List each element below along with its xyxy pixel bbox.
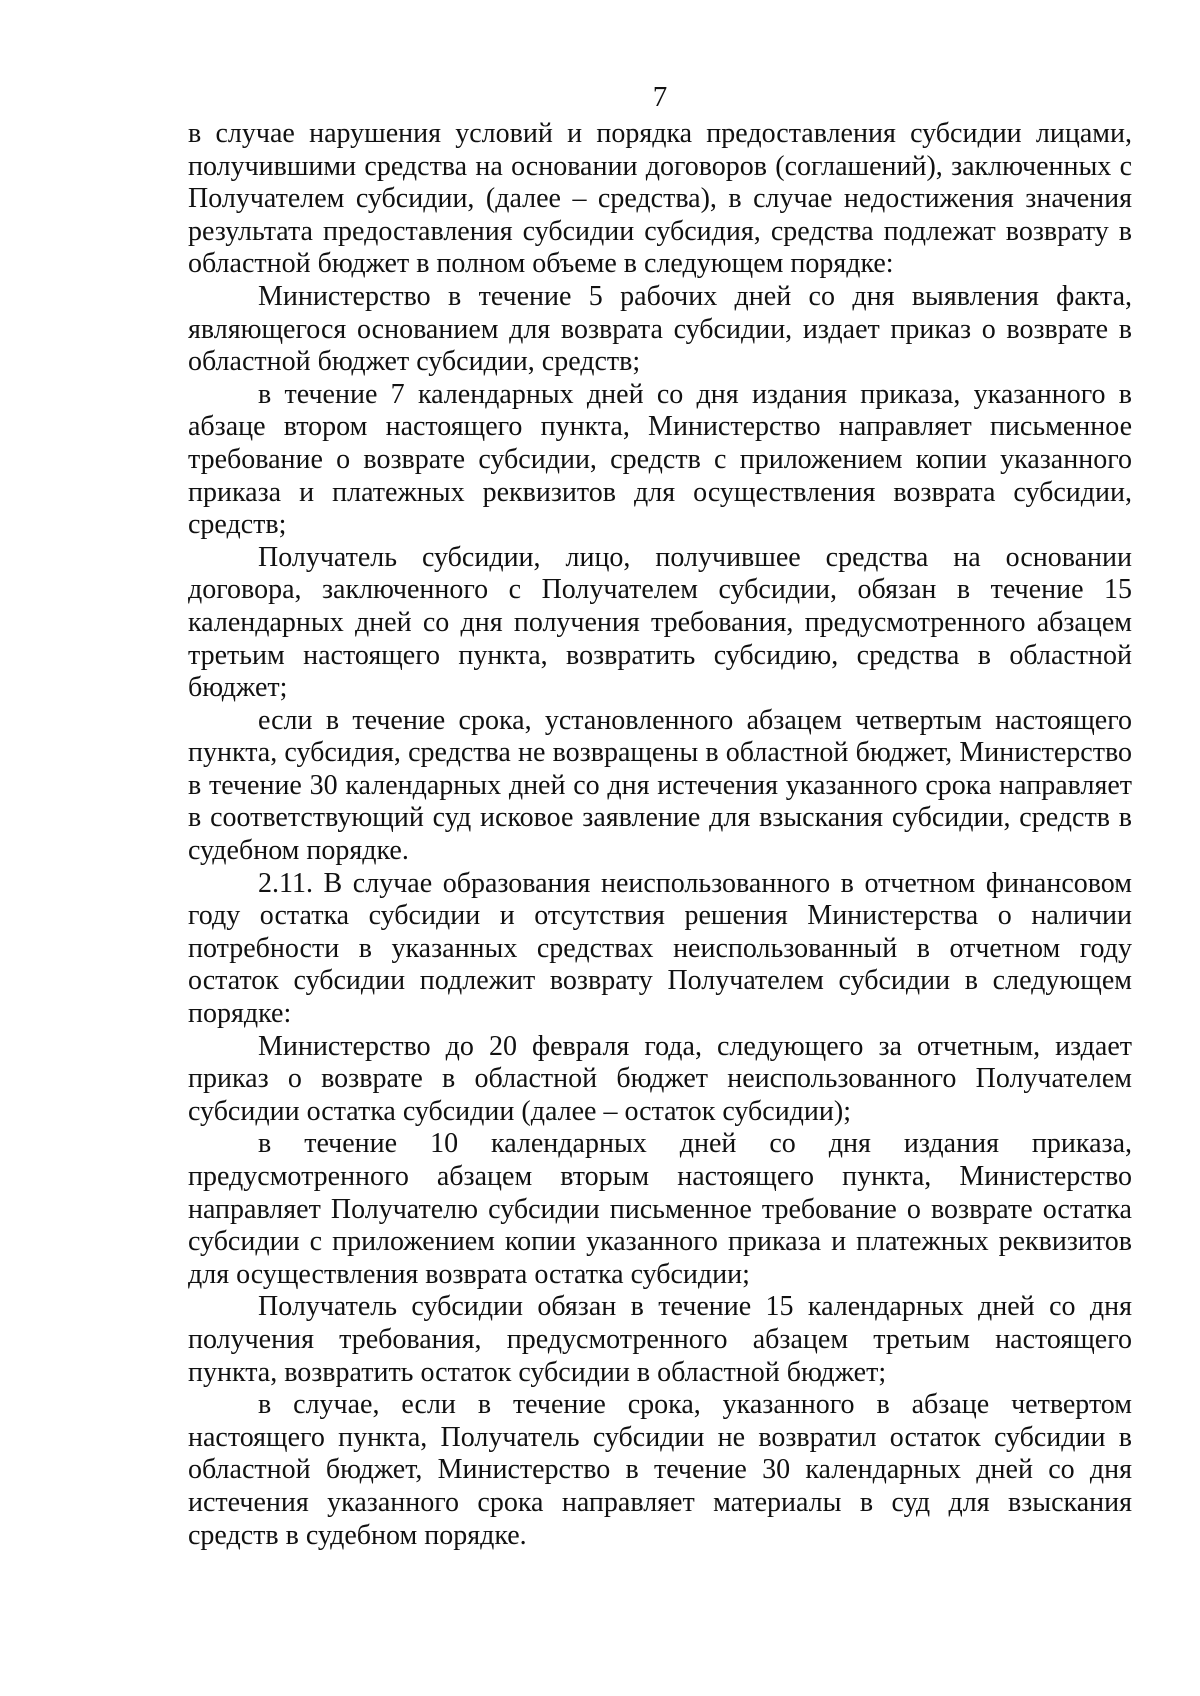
paragraph: в течение 10 календарных дней со дня издания приказа, предусмотренного абзацем вторым настоящего пункта, Министерство направляет Получателю субсидии письменное требование о возврате остатка субсидии с приложением копии указанного приказа и платежных реквизитов для осуществления возврата остатка субсидии;: [188, 1128, 1132, 1290]
paragraph: Министерство в течение 5 рабочих дней со дня выявления факта, являющегося основанием для возврата субсидии, издает приказ о возврате в областной бюджет субсидии, средств;: [188, 280, 1132, 378]
paragraph: Министерство до 20 февраля года, следующего за отчетным, издает приказ о возврате в областной бюджет неиспользованного Получателем субсидии остатка субсидии (далее – остаток субсидии);: [188, 1030, 1132, 1127]
paragraph: если в течение срока, установленного абзацем четвертым настоящего пункта, субсидия, средства не возвращены в областной бюджет, Министерство в течение 30 календарных дней со дня истечения указанного срока направляет в соответствующий суд исковое заявление для взыскания субсидии, средств в судебном порядке.: [188, 704, 1132, 867]
paragraph: в случае, если в течение срока, указанного в абзаце четвертом настоящего пункта, Получатель субсидии не возвратил остаток субсидии в областной бюджет, Министерство в течение 30 календарных дней со дня истечения указанного срока направляет материалы в суд для взыскания средств в судебном порядке.: [188, 1389, 1132, 1551]
paragraph: в течение 7 календарных дней со дня издания приказа, указанного в абзаце втором настоящего пункта, Министерство направляет письменное требование о возврате субсидии, средств с приложением копии указанного приказа и платежных реквизитов для осуществления возврата субсидии, средств;: [188, 378, 1132, 541]
page-number: 7: [652, 81, 668, 113]
paragraph: Получатель субсидии обязан в течение 15 календарных дней со дня получения требования, предусмотренного абзацем третьим настоящего пункта, возвратить остаток субсидии в областной бюджет;: [188, 1291, 1132, 1388]
paragraph: Получатель субсидии, лицо, получившее средства на основании договора, заключенного с Получателем субсидии, обязан в течение 15 календарных дней со дня получения требования, предусмотренного абзацем третьим настоящего пункта, возвратить субсидию, средства в областной бюджет;: [188, 541, 1132, 704]
paragraph: в случае нарушения условий и порядка предоставления субсидии лицами, получившими средства на основании договоров (соглашений), заключенных с Получателем субсидии, (далее – средства), в случае недостижения значения результата предоставления субсидии субсидия, средства подлежат возврату в областной бюджет в полном объеме в следующем порядке:: [188, 118, 1132, 280]
document-body: [188, 118, 1132, 1552]
section-paragraph: 2.11. В случае образования неиспользованного в отчетном финансовом году остатка субсидии и отсутствия решения Министерства о наличии потребности в указанных средствах неиспользованный в отчетном году остаток субсидии подлежит возврату Получателем субсидии в следующем порядке:: [188, 867, 1132, 1030]
